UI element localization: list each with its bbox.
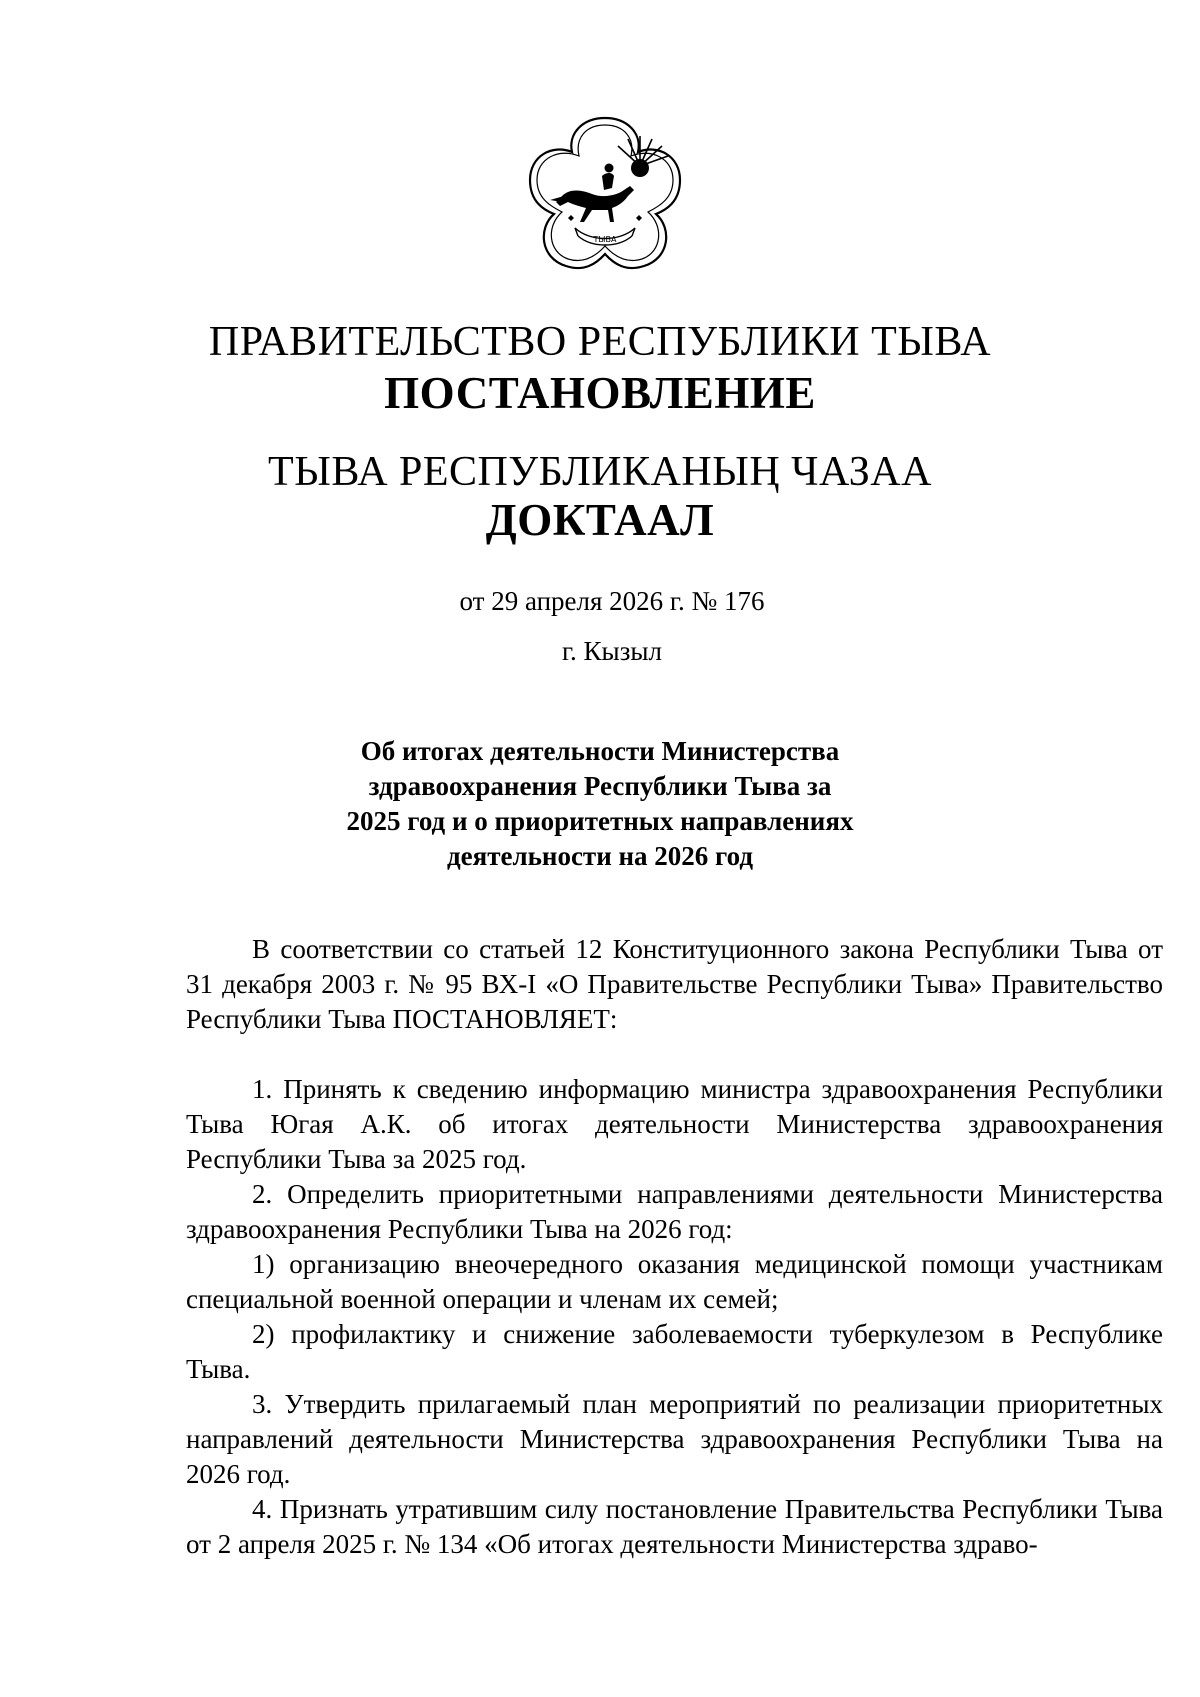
document-type-ru: ПОСТАНОВЛЕНИЕ (384, 368, 816, 418)
title-line: здравоохранения Республики Тыва за (368, 771, 832, 801)
document-type-tuv: ДОКТААЛ (485, 495, 715, 545)
clause-1-paragraph: 1. Принять к сведению информацию министра здравоохранения Республики Тыва Югая А.К. об итогах деятельности Министерства здравоохранения Республики Тыва за 2025 год. (186, 1074, 1163, 1174)
clause-4-paragraph: 4. Признать утратившим силу постановление Правительства Республики Тыва от 2 апреля 2025 г. № 134 «Об итогах деятельности Министерства здраво- (186, 1494, 1163, 1559)
title-line: 2025 год и о приоритетных направлениях (346, 806, 854, 836)
government-name-tuv: ТЫВА РЕСПУБЛИКАНЫҢ ЧАЗАА (268, 449, 932, 495)
clause-2-paragraph: 2. Определить приоритетными направлениями деятельности Министерства здравоохранения Республики Тыва на 2026 год: (186, 1179, 1163, 1244)
document-title (0, 734, 1200, 874)
document-city: г. Кызыл (562, 636, 662, 666)
emblem-ribbon-text: ТЫВА (593, 235, 617, 244)
clause-2-item-1-paragraph: 1) организацию внеочередного оказания медицинской помощи участникам специальной военной операции и членам их семей; (186, 1249, 1163, 1314)
clause-3-paragraph: 3. Утвердить прилагаемый план мероприятий по реализации приоритетных направлений деятельности Министерства здравоохранения Республики Тыва на 2026 год. (186, 1389, 1163, 1489)
title-line: Об итогах деятельности Министерства (360, 736, 840, 766)
document-body (186, 932, 1163, 1562)
government-name-ru: ПРАВИТЕЛЬСТВО РЕСПУБЛИКИ ТЫВА (208, 319, 992, 365)
coat-of-arms-emblem (520, 110, 690, 280)
preamble-paragraph: В соответствии со статьей 12 Конституционного закона Республики Тыва от 31 декабря 2003 г. № 95 ВХ-I «О Правительстве Республики Тыва» Правительство Республики Тыва ПОСТАНОВЛЯЕТ: (186, 934, 1163, 1034)
clause-2-item-2-paragraph: 2) профилактику и снижение заболеваемости туберкулезом в Республике Тыва. (186, 1319, 1163, 1384)
title-line: деятельности на 2026 год (446, 841, 754, 871)
document-date-number: от 29 апреля 2026 г. № 176 (459, 586, 765, 616)
